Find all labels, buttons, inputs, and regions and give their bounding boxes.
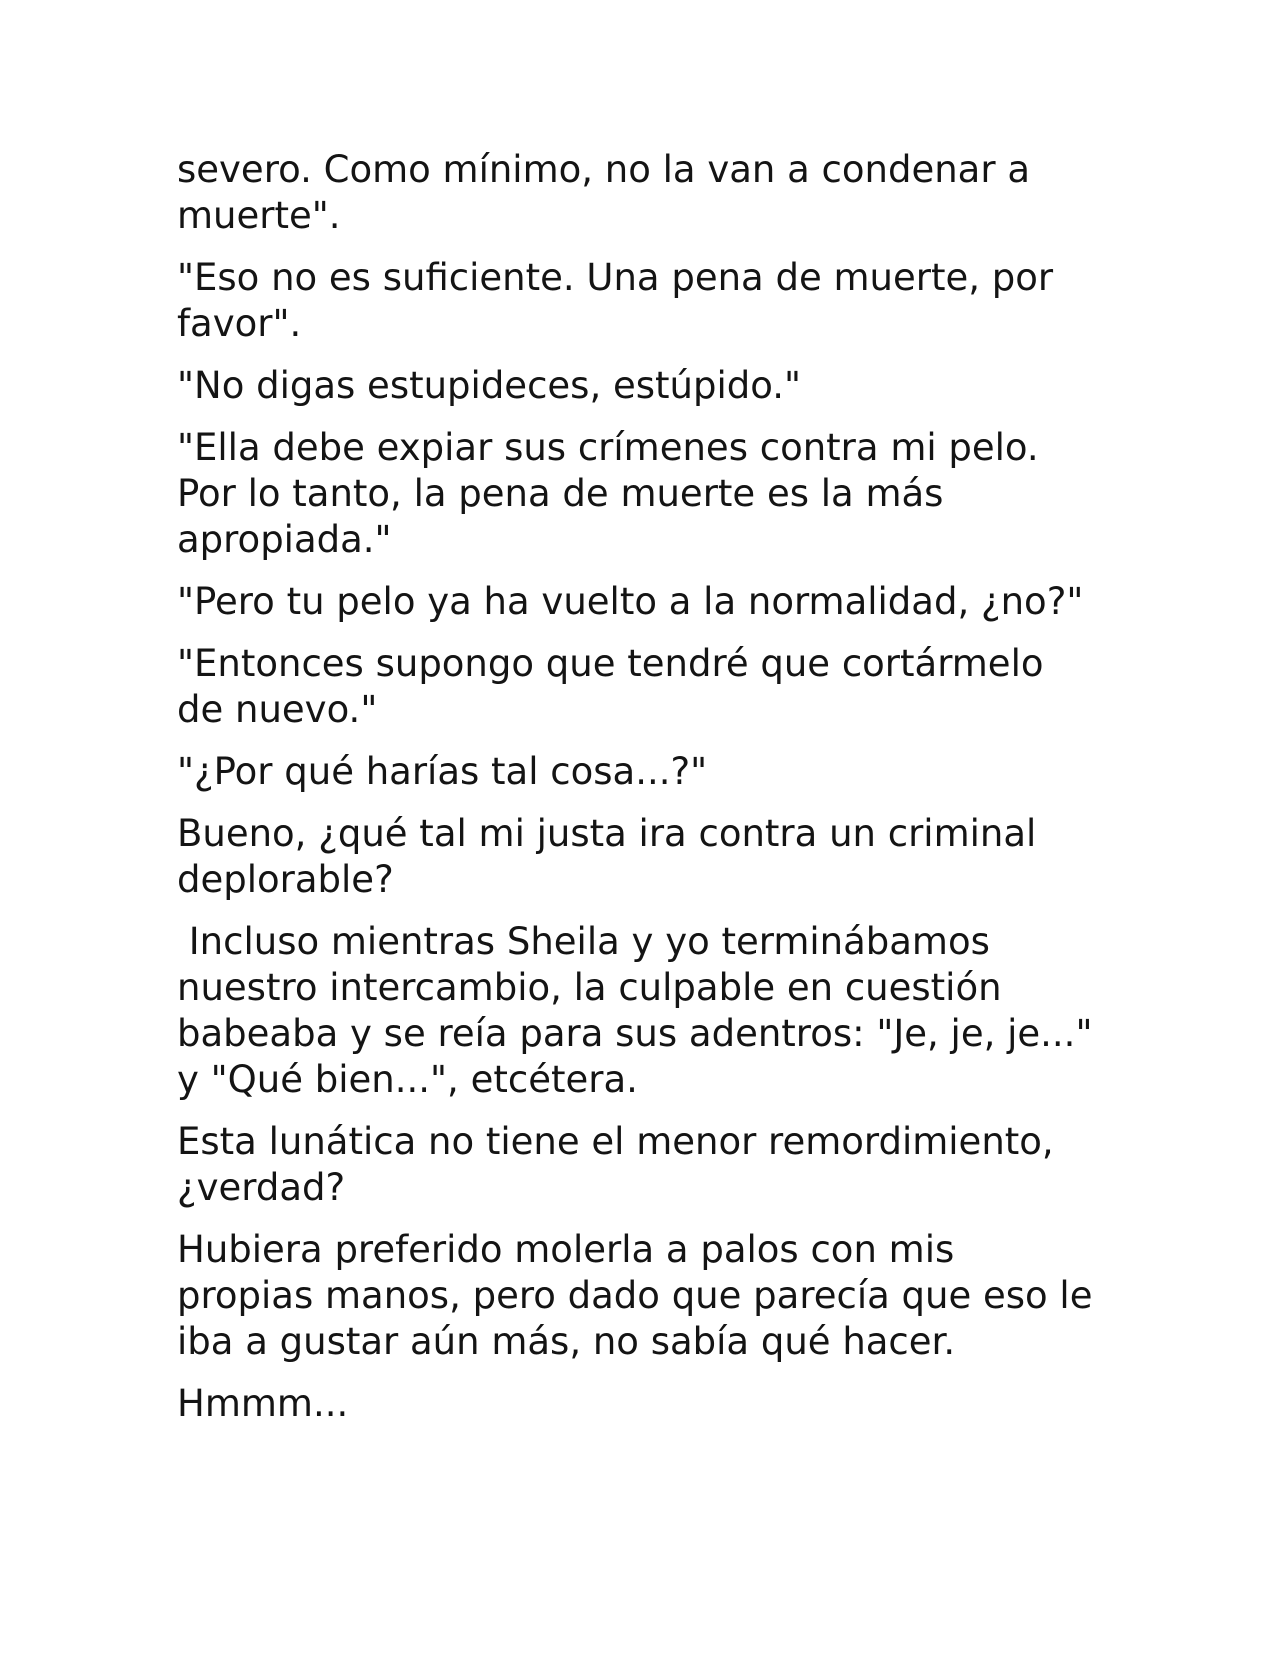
paragraph: "Pero tu pelo ya ha vuelto a la normalidad, ¿no?" (177, 580, 1084, 623)
paragraph: "Ella debe expiar sus crímenes contra mi pelo. Por lo tanto, la pena de muerte es la más apropiada." (177, 426, 1051, 561)
paragraph: Esta lunática no tiene el menor remordimiento, ¿verdad? (177, 1120, 1066, 1209)
paragraph: Hubiera preferido molerla a palos con mis propias manos, pero dado que parecía que eso le iba a gustar aún más, no sabía qué hacer. (177, 1228, 1105, 1363)
document-body (177, 147, 1105, 1443)
paragraph: severo. Como mínimo, no la van a condenar a muerte". (177, 148, 1042, 237)
paragraph: Bueno, ¿qué tal mi justa ira contra un criminal deplorable? (177, 812, 1049, 901)
paragraph: Hmmm... (177, 1382, 349, 1425)
paragraph: "Entonces supongo que tendré que cortármelo de nuevo." (177, 642, 1056, 731)
paragraph: "Eso no es suficiente. Una pena de muerte, por favor". (177, 256, 1065, 345)
paragraph: Incluso mientras Sheila y yo terminábamos nuestro intercambio, la culpable en cuestión babeaba y se reía para sus adentros: "Je, je, je..." y "Qué bien...", etcétera. (177, 920, 1105, 1101)
paragraph: "¿Por qué harías tal cosa...?" (177, 750, 708, 793)
paragraph: "No digas estupideces, estúpido." (177, 364, 801, 407)
